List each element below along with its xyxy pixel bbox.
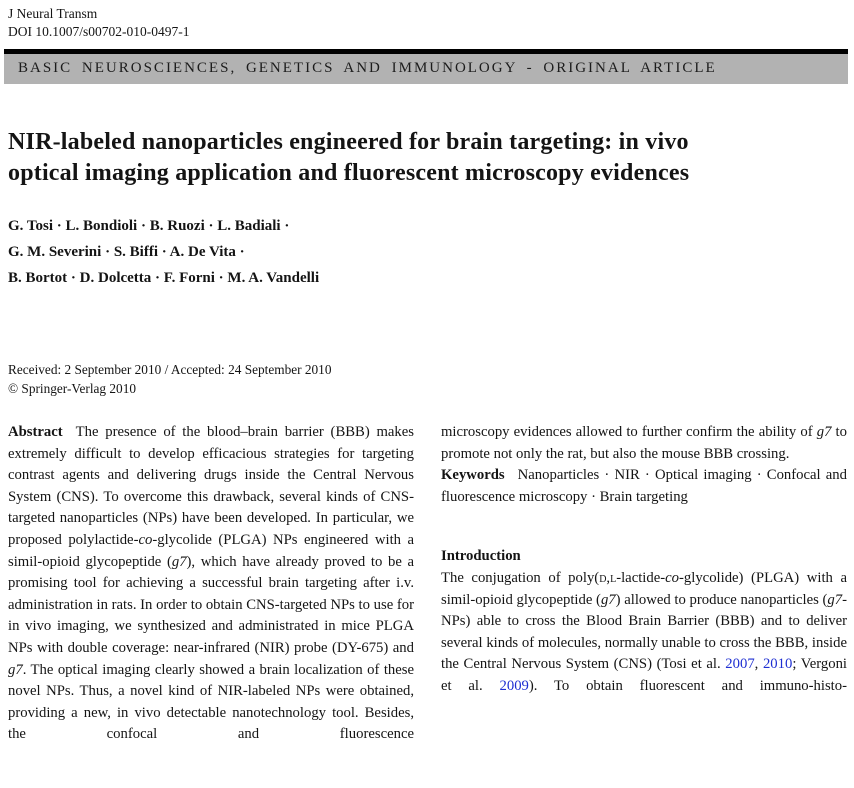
text-segment: g7 bbox=[600, 591, 616, 608]
text-segment: -lactide- bbox=[616, 569, 666, 586]
left-column bbox=[8, 422, 414, 746]
author-list bbox=[8, 213, 846, 291]
text-segment: co bbox=[138, 531, 153, 548]
text-segment: d,l bbox=[599, 569, 617, 586]
doi-line: DOI 10.1007/s00702-010-0497-1 bbox=[8, 24, 190, 39]
right-column bbox=[441, 422, 847, 746]
author-line-3: B. Bortot · D. Dolcetta · F. Forni · M. A. Vandelli bbox=[8, 270, 320, 286]
text-segment: Nanoparticles · NIR · Optical imaging · Confocal and fluorescence microscopy · Brain targeting bbox=[441, 467, 847, 505]
text-segment: to promote not only the rat, but also the mouse BBB crossing. bbox=[441, 424, 847, 462]
text-segment: The conjugation of poly( bbox=[441, 569, 600, 586]
text-segment: ). To obtain fluorescent and immuno-histo- bbox=[528, 677, 847, 694]
text-segment: . The optical imaging clearly showed a brain localization of these novel NPs. Thus, a novel kind of NIR-labeled NPs were obtained, providing a new, in vivo detectable nanotechnology tool. Besides, the confocal and fluorescence bbox=[8, 661, 414, 743]
abstract-paragraph bbox=[8, 422, 414, 746]
text-segment: Abstract bbox=[8, 424, 63, 440]
citation-link[interactable]: 2009 bbox=[499, 677, 529, 694]
text-segment: g7 bbox=[827, 591, 843, 608]
article-title-line-2: optical imaging application and fluorescent microscopy evidences bbox=[8, 160, 690, 186]
text-segment: -glycolide) (PLGA) with a simil-opioid glycopeptide ( bbox=[441, 569, 847, 608]
text-segment: co bbox=[665, 569, 680, 586]
article-history bbox=[8, 360, 846, 398]
text-segment: microscopy evidences allowed to further confirm the ability of bbox=[441, 424, 817, 440]
text-segment: -glycolide (PLGA) NPs engineered with a simil-opioid glycopeptide ( bbox=[8, 531, 414, 570]
text-segment: The presence of the blood–brain barrier (BBB) makes extremely difficult to develop efficacious strategies for targeting contrast agents and delivering drugs inside the Central Nervous System (CNS). To overcome this drawback, several kinds of CNS-targeted nanoparticles (NPs) have been developed. In particular, we proposed polylactide- bbox=[8, 424, 414, 548]
received-accepted-line: Received: 2 September 2010 / Accepted: 24 September 2010 bbox=[8, 362, 332, 377]
text-segment: -NPs) able to cross the Blood Brain Barrier (BBB) and to deliver several kinds of molecules, normally unable to cross the BBB, inside the Central Nervous System (CNS) (Tosi et al. bbox=[441, 591, 847, 673]
keywords-paragraph bbox=[441, 465, 847, 508]
article-title-line-1: NIR-labeled nanoparticles engineered for brain targeting: in vivo bbox=[8, 129, 689, 155]
author-line-2: G. M. Severini · S. Biffi · A. De Vita · bbox=[8, 244, 245, 260]
introduction-paragraph bbox=[441, 568, 847, 698]
article-category-banner: BASIC NEUROSCIENCES, GENETICS AND IMMUNOLOGY - ORIGINAL ARTICLE bbox=[4, 49, 848, 84]
two-column-body bbox=[8, 422, 847, 746]
introduction-heading: Introduction bbox=[441, 548, 521, 565]
text-segment: , bbox=[754, 656, 763, 673]
text-segment: g7 bbox=[8, 661, 23, 678]
journal-name: J Neural Transm bbox=[8, 6, 98, 21]
citation-link[interactable]: 2007 bbox=[725, 656, 755, 673]
abstract-paragraph-continued bbox=[441, 422, 847, 465]
copyright-line: © Springer-Verlag 2010 bbox=[8, 381, 137, 396]
text-segment: g7 bbox=[171, 553, 187, 570]
citation-link[interactable]: 2010 bbox=[762, 656, 793, 673]
text-segment: g7 bbox=[816, 424, 832, 440]
author-line-1: G. Tosi · L. Bondioli · B. Ruozi · L. Badiali · bbox=[8, 218, 290, 234]
text-segment: Keywords bbox=[441, 467, 505, 484]
journal-header bbox=[0, 0, 854, 41]
article-title bbox=[8, 127, 846, 189]
text-segment: ) allowed to produce nanoparticles ( bbox=[615, 591, 828, 608]
text-segment: ; Vergoni et al. bbox=[441, 656, 847, 694]
text-segment: ), which have already proved to be a promising tool for achieving a successful brain targeting after i.v. administration in rats. In order to obtain CNS-targeted NPs to use for in vivo imaging, we synthesized and administrated in mice PLGA NPs with double coverage: near-infrared (NIR) probe (DY-675) and bbox=[8, 553, 415, 656]
